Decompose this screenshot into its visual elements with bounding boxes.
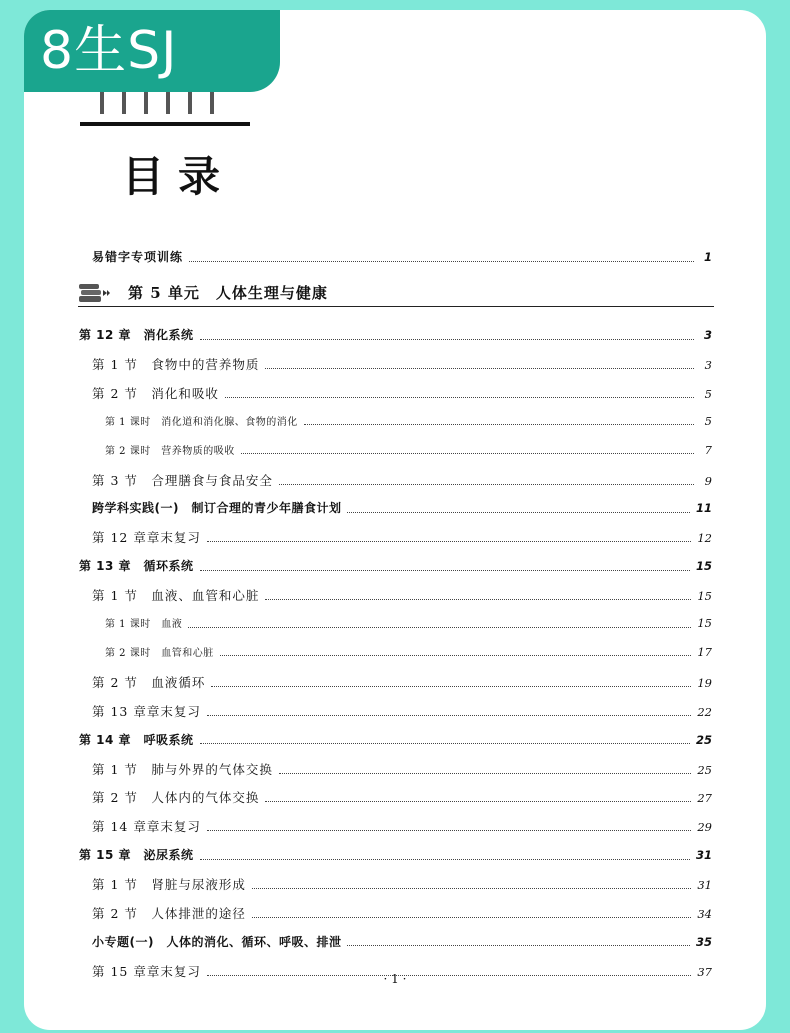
- leader-dots: [211, 677, 691, 687]
- toc-label: 第 12 章 消化系统: [79, 328, 194, 342]
- leader-dots: [241, 444, 694, 454]
- unit-title: 第 5 单元 人体生理与健康: [128, 284, 328, 302]
- toc-entry[interactable]: [105, 615, 712, 630]
- leader-dots: [207, 706, 692, 716]
- leader-dots: [265, 590, 691, 600]
- toc-label: 第 3 节 合理膳食与食品安全: [92, 472, 273, 488]
- toc-entry[interactable]: [79, 846, 712, 863]
- tick-mark: [210, 92, 214, 114]
- toc-page: 9: [704, 473, 712, 488]
- toc-page: 25: [697, 762, 712, 777]
- page-card: [24, 10, 766, 1030]
- toc-entry[interactable]: [92, 760, 712, 778]
- toc-label: 第 12 章章末复习: [92, 530, 201, 546]
- toc-page: 5: [704, 386, 712, 401]
- toc-label: 易错字专项训练: [92, 250, 184, 264]
- toc-label: 第 14 章 呼吸系统: [79, 732, 194, 747]
- leader-dots: [200, 850, 690, 860]
- toc-page: 15: [697, 589, 712, 604]
- toc-label: 第 2 节 人体排泄的途径: [92, 906, 246, 921]
- toc-entry[interactable]: [92, 702, 712, 720]
- toc-page: 19: [697, 675, 712, 690]
- toc-entry[interactable]: [79, 326, 712, 343]
- toc-page: 5: [704, 413, 712, 428]
- leader-dots: [200, 330, 694, 340]
- toc-label: 第 1 节 血液、血管和心脏: [92, 588, 260, 604]
- leader-dots: [252, 908, 691, 918]
- tick-mark: [144, 92, 148, 114]
- toc-page: 15: [697, 616, 712, 630]
- toc-label: 第 1 课时 消化道和消化腺、食物的消化: [105, 416, 298, 428]
- tick-mark: [188, 92, 192, 114]
- leader-dots: [207, 821, 692, 831]
- toc-page: 27: [697, 791, 712, 806]
- toc-entry[interactable]: [92, 499, 712, 516]
- leader-dots: [279, 475, 694, 485]
- leader-dots: [279, 764, 691, 774]
- leader-dots: [207, 532, 692, 542]
- title-rule: [80, 122, 250, 126]
- toc-page: 25: [695, 732, 712, 747]
- leader-dots: [220, 646, 692, 656]
- unit-header: [78, 280, 714, 307]
- toc-entry[interactable]: [92, 933, 712, 950]
- toc-entry[interactable]: [92, 384, 712, 402]
- leader-dots: [304, 415, 694, 425]
- toc-page: 37: [697, 964, 712, 979]
- toc-entry[interactable]: [92, 875, 712, 893]
- toc-label: 跨学科实践(一) 制订合理的青少年膳食计划: [92, 501, 342, 516]
- toc-entry[interactable]: [105, 644, 712, 659]
- toc-page: 1: [703, 250, 712, 264]
- toc-label: 第 13 章 循环系统: [79, 559, 194, 574]
- toc-entry[interactable]: [92, 355, 712, 373]
- toc-page: 22: [697, 704, 712, 719]
- toc-label: 第 15 章 泌尿系统: [79, 848, 194, 863]
- page-number: · 1 ·: [383, 972, 407, 986]
- toc-label: 第 2 课时 营养物质的吸收: [105, 445, 235, 457]
- toc-page: 15: [695, 559, 712, 574]
- toc-page: 12: [697, 531, 712, 546]
- toc-label: 第 1 节 肺与外界的气体交换: [92, 761, 273, 777]
- toc-entry[interactable]: [92, 471, 712, 489]
- toc-label: 第 15 章章末复习: [92, 963, 201, 979]
- toc-label: 第 1 节 肾脏与尿液形成: [92, 877, 246, 893]
- toc-entry[interactable]: [92, 817, 712, 835]
- page-title: 目录: [122, 152, 235, 201]
- leader-dots: [252, 879, 691, 889]
- toc-label: 第 2 节 消化和吸收: [92, 385, 219, 401]
- leader-dots: [200, 734, 690, 744]
- toc-entry[interactable]: [92, 586, 712, 604]
- toc-entry[interactable]: [92, 673, 712, 691]
- tick-mark: [100, 92, 104, 114]
- toc-page: 17: [697, 644, 712, 659]
- toc-label: 第 14 章章末复习: [92, 819, 201, 835]
- tick-mark: [122, 92, 126, 114]
- toc-page: 3: [703, 328, 712, 342]
- toc-entry[interactable]: [92, 904, 712, 922]
- toc-label: 第 1 课时 血液: [105, 619, 183, 630]
- toc-entry[interactable]: [105, 442, 712, 457]
- toc-page: 35: [695, 934, 712, 949]
- leader-dots: [347, 503, 690, 513]
- toc-label: 第 13 章章末复习: [92, 703, 201, 719]
- toc-label: 第 2 节 血液循环: [92, 674, 206, 690]
- toc-label: 小专题(一) 人体的消化、循环、呼吸、排泄: [92, 934, 342, 949]
- tick-mark: [166, 92, 170, 114]
- leader-dots: [200, 561, 690, 571]
- toc-entry-top[interactable]: [92, 248, 712, 265]
- toc-entry[interactable]: [79, 557, 712, 574]
- leader-dots: [225, 388, 694, 398]
- toc-page: 7: [704, 442, 712, 457]
- toc-page: 31: [697, 878, 712, 893]
- toc-label: 第 1 节 食物中的营养物质: [92, 356, 260, 372]
- toc-label: 第 2 课时 血管和心脏: [105, 647, 214, 659]
- leader-dots: [188, 618, 691, 628]
- decorative-ticks: [100, 92, 250, 114]
- toc-entry[interactable]: [92, 788, 712, 806]
- toc-page: 11: [695, 501, 712, 516]
- toc-page: 3: [704, 357, 712, 372]
- toc-page: 29: [697, 820, 712, 835]
- toc-label: 第 2 节 人体内的气体交换: [92, 790, 260, 806]
- toc-entry[interactable]: [92, 528, 712, 546]
- leader-dots: [265, 359, 694, 369]
- leader-dots: [347, 936, 690, 946]
- toc-entry[interactable]: [105, 413, 712, 428]
- leader-dots: [189, 252, 694, 262]
- toc-page: 31: [695, 848, 712, 863]
- toc-page: 34: [697, 907, 712, 921]
- books-icon: [78, 282, 110, 304]
- toc-entry[interactable]: [79, 731, 712, 748]
- leader-dots: [265, 792, 691, 802]
- grade-badge: 8生SJ: [24, 10, 280, 92]
